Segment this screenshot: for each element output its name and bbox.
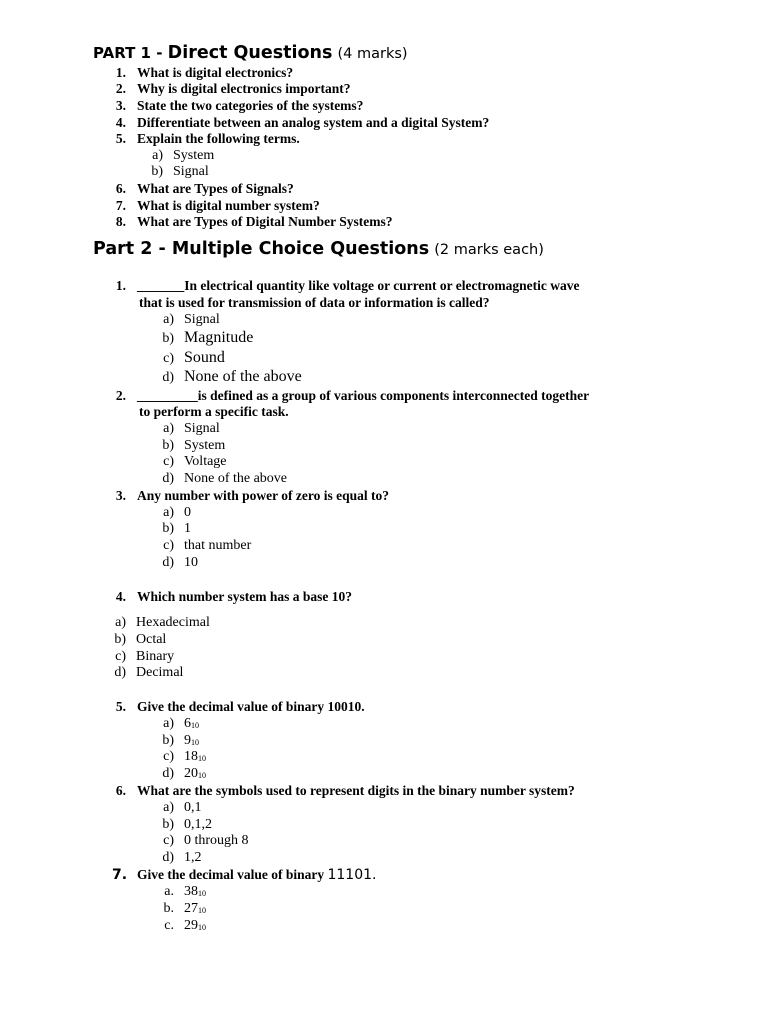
part1-title: Direct Questions — [167, 43, 333, 63]
mcq-option: c) $18_{10}$ — [163, 749, 206, 764]
mcq-option: c) Binary — [115, 649, 175, 664]
mcq-option: c) Voltage — [163, 454, 227, 469]
mcq-question: 1. _______In electrical quantity like voltage or current or electromagnetic wave — [115, 278, 580, 293]
part1-question: 3. State the two categories of the systems? — [115, 98, 364, 113]
part1-term: a) System — [152, 148, 215, 163]
mcq-question: 2. _________is defined as a group of various components interconnected together — [115, 388, 590, 403]
mcq-option: a) Hexadecimal — [115, 615, 210, 630]
mcq-option: a. $38_{10}$ — [164, 884, 206, 899]
mcq-option: c) 0 through 8 — [163, 833, 249, 848]
part1-question: 5. Explain the following terms. — [115, 131, 300, 146]
mcq-option: b) System — [162, 438, 226, 453]
mcq-option: d) None of the above — [162, 471, 288, 486]
mcq-question: 6. What are the symbols used to represent digits in the binary number system? — [115, 783, 575, 798]
mcq-option: b) 1 — [162, 521, 191, 536]
part1-question: 6. What are Types of Signals? — [115, 181, 294, 196]
mcq-option: c. $29_{10}$ — [164, 918, 206, 933]
mcq-option: d) None of the above — [162, 368, 302, 385]
mcq-option: a) 0,1 — [163, 800, 202, 815]
mcq-question-continued: that is used for transmission of data or information is called? — [139, 295, 490, 310]
mcq-option: c) Sound — [163, 349, 225, 366]
part1-term: b) Signal — [151, 164, 209, 179]
mcq-option: a) Signal — [163, 312, 220, 327]
mcq-option: b) $9_{10}$ — [162, 733, 199, 748]
part1-marks: (4 marks) — [337, 46, 408, 62]
mcq-option: a) $6_{10}$ — [163, 716, 199, 731]
mcq-option: d) $20_{10}$ — [162, 766, 206, 781]
part1-question: 7. What is digital number system? — [115, 198, 320, 213]
mcq-option: c) that number — [163, 538, 252, 553]
part1-question: 2. Why is digital electronics important? — [115, 81, 351, 96]
mcq-option: d) 1,2 — [162, 850, 202, 865]
mcq-question: 3. Any number with power of zero is equal to? — [115, 488, 390, 503]
mcq-option: a) 0 — [163, 505, 191, 520]
mcq-option: b) Octal — [114, 632, 167, 647]
part2-marks: (2 marks each) — [434, 242, 544, 258]
part1-heading — [93, 43, 408, 63]
mcq-question-continued: to perform a specific task. — [139, 404, 289, 419]
part2-heading — [93, 239, 544, 259]
part1-prefix: PART 1 - — [93, 44, 168, 62]
part2-title: Part 2 - Multiple Choice Questions — [93, 239, 430, 259]
mcq-option: a) Signal — [163, 421, 220, 436]
binary-value: 11101 — [327, 867, 373, 883]
mcq-question: 7. Give the decimal value of binary 11101. — [112, 867, 377, 883]
part1-question: 8. What are Types of Digital Number Systems? — [115, 214, 393, 229]
mcq-option: b. $27_{10}$ — [163, 901, 206, 916]
mcq-option: b) 0,1,2 — [162, 817, 212, 832]
mcq-question: 4. Which number system has a base 10? — [115, 589, 353, 604]
mcq-question: 5. Give the decimal value of binary 10010. — [115, 699, 365, 714]
mcq-option: d) 10 — [162, 555, 198, 570]
part1-question: 1. What is digital electronics? — [115, 65, 294, 80]
part1-question: 4. Differentiate between an analog system and a digital System? — [115, 115, 490, 130]
mcq-option: d) Decimal — [114, 665, 184, 680]
mcq-option: b) Magnitude — [162, 329, 254, 346]
